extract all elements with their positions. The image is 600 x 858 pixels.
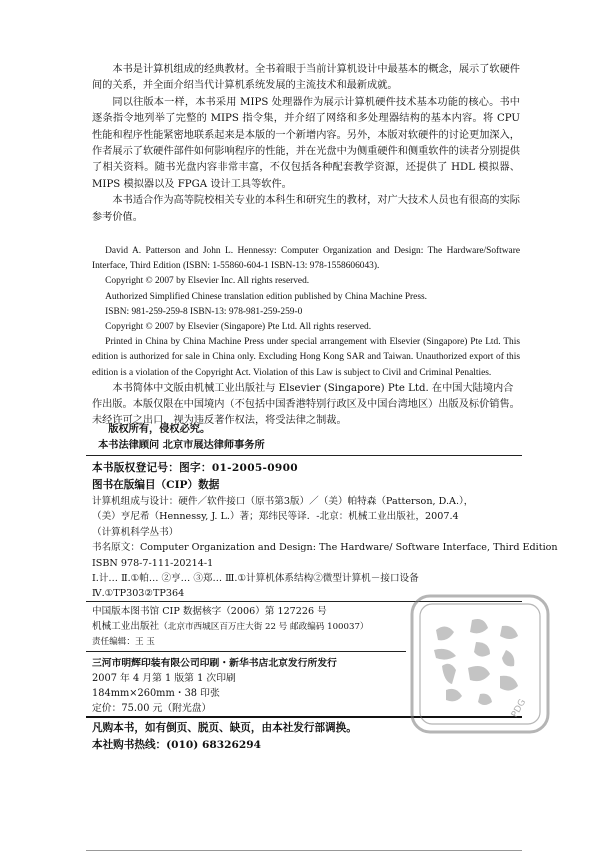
cip-line: 书名原文：Computer Organization and Design: The Hardware/ Software Interface, Third Edition bbox=[92, 542, 558, 554]
intro-paragraph-2: 同以往版本一样，本书采用 MIPS 处理器作为展示计算机硬件技术基本功能的核心。书中逐条指令地列举了完整的 MIPS 指令集，并介绍了网络和多处理器结构的基本内容。将 CPU 性能和程序性能紧密地联系起来是本版的一个新增内容。另外，本版对软硬件的讨论更加深入，作者展示了软硬件部件如何影响程序的性能，并在光盘中为侧重硬件和侧重软件的读者分别提供了相关资料。随书光盘内容非常丰富，不仅包括各种配套教学资源，还提供了 HDL 模拟器、MIPS 模拟器以及 FPGA 设计工具等软件。 bbox=[92, 96, 520, 190]
bottom-rule bbox=[86, 850, 522, 851]
printing-block bbox=[92, 656, 432, 716]
legal-counsel: 本书法律顾问 北京市展达律师事务所 bbox=[98, 439, 265, 451]
authorized-edition-line: Authorized Simplified Chinese translation edition published by China Machine Press. bbox=[105, 291, 427, 302]
cip-line: Ⅰ.计… Ⅱ.①帕… ②亨… ③郑… Ⅲ.①计算机体系结构②微型计算机－接口设备 bbox=[92, 573, 419, 585]
responsible-editor: 责任编辑：王 玉 bbox=[92, 637, 155, 648]
copyright-line-1: Copyright © 2007 by Elsevier Inc. All rights reserved. bbox=[105, 276, 310, 287]
publishing-notice-text: 本书简体中文版由机械工业出版社与 Elsevier (Singapore) Pte Ltd. 在中国大陆境内合作出版。本版仅限在中国境内（不包括中国香港特别行政区及中国台湾地区）出版及标价销售。未经许可之出口，视为违反著作权法，将受法律之制裁。 bbox=[92, 383, 520, 427]
copyright-line-2: Copyright © 2007 by Elsevier (Singapore) Pte Ltd. All rights reserved. bbox=[105, 322, 372, 333]
edition-line: 2007 年 4 月第 1 版第 1 次印刷 bbox=[92, 673, 236, 684]
cip-title: 图书在版编目（CIP）数据 bbox=[92, 479, 220, 491]
cip-line: Ⅳ.①TP303②TP364 bbox=[92, 588, 185, 600]
cip-data bbox=[92, 494, 558, 602]
cip-line: （计算机科学丛书） bbox=[92, 526, 179, 538]
registration-number: 本书版权登记号：图字：01-2005-0900 bbox=[92, 462, 298, 474]
publisher-line bbox=[92, 619, 432, 635]
publisher-name: 机械工业出版社 bbox=[92, 621, 160, 633]
original-citation: David A. Patterson and John L. Hennessy: Computer Organization and Design: The Hardware/Software Interface, Third Edition (ISBN: 1-55860-604-1 ISBN-13: 978-1558606043). bbox=[92, 246, 520, 272]
price-line: 定价：75.00 元（附光盘） bbox=[92, 703, 212, 714]
intro-paragraph-1: 本书是计算机组成的经典教材。全书着眼于当前计算机设计中最基本的概念，展示了软硬件间的关系，并全面介绍当代计算机系统发展的主流技术和最新成就。 bbox=[92, 64, 520, 92]
cip-line: （美）亨尼希（Hennessy, J. L.）著；郑纬民等译．-北京：机械工业出版社，2007.4 bbox=[92, 511, 459, 523]
rights-reserved: 版权所有，侵权必究。 bbox=[108, 423, 211, 435]
library-seal bbox=[406, 590, 554, 738]
format-line: 184mm×260mm・38 印张 bbox=[92, 688, 220, 699]
intro-paragraph-3: 本书适合作为高等院校相关专业的本科生和研究生的教材，对广大技术人员也有很高的实际参考价值。 bbox=[92, 195, 520, 223]
publisher-address: （北京市西城区百万庄大街 22 号 邮政编码 100037） bbox=[159, 622, 369, 633]
english-copyright-block bbox=[92, 244, 520, 381]
rights-block bbox=[92, 421, 520, 453]
book-introduction bbox=[92, 62, 520, 226]
divider-rule bbox=[86, 651, 406, 652]
cip-line: 计算机组成与设计：硬件／软件接口（原书第3版）／（美）帕特森（Patterson, D.A.）， bbox=[92, 496, 474, 507]
exchange-notice: 凡购本书，如有倒页、脱页、缺页，由本社发行部调换。 bbox=[92, 722, 357, 734]
publisher-block bbox=[92, 604, 432, 651]
cip-line: ISBN 978-7-111-20214-1 bbox=[92, 557, 214, 569]
divider-rule bbox=[86, 455, 522, 456]
isbn-line: ISBN: 981-259-259-8 ISBN-13: 978-981-259-259-0 bbox=[105, 306, 303, 317]
seal-label: PDG bbox=[509, 697, 529, 720]
printed-in-china-statement: Printed in China by China Machine Press under special arrangement with Elsevier (Singapore) Pte Ltd. This edition is authorized for sale in China only. Excluding Hong Kong SAR and Taiwan. Unauthorized export of this edition is a violation of the Copyright Act. Violation of this Law is subject to Civil and Criminal Penalties. bbox=[92, 337, 520, 378]
hotline: 本社购书热线：(010) 68326294 bbox=[92, 739, 261, 751]
printer-line: 三河市明辉印装有限公司印刷・新华书店北京发行所发行 bbox=[92, 658, 337, 669]
cip-number: 中国版本图书馆 CIP 数据核字（2006）第 127226 号 bbox=[92, 606, 327, 617]
